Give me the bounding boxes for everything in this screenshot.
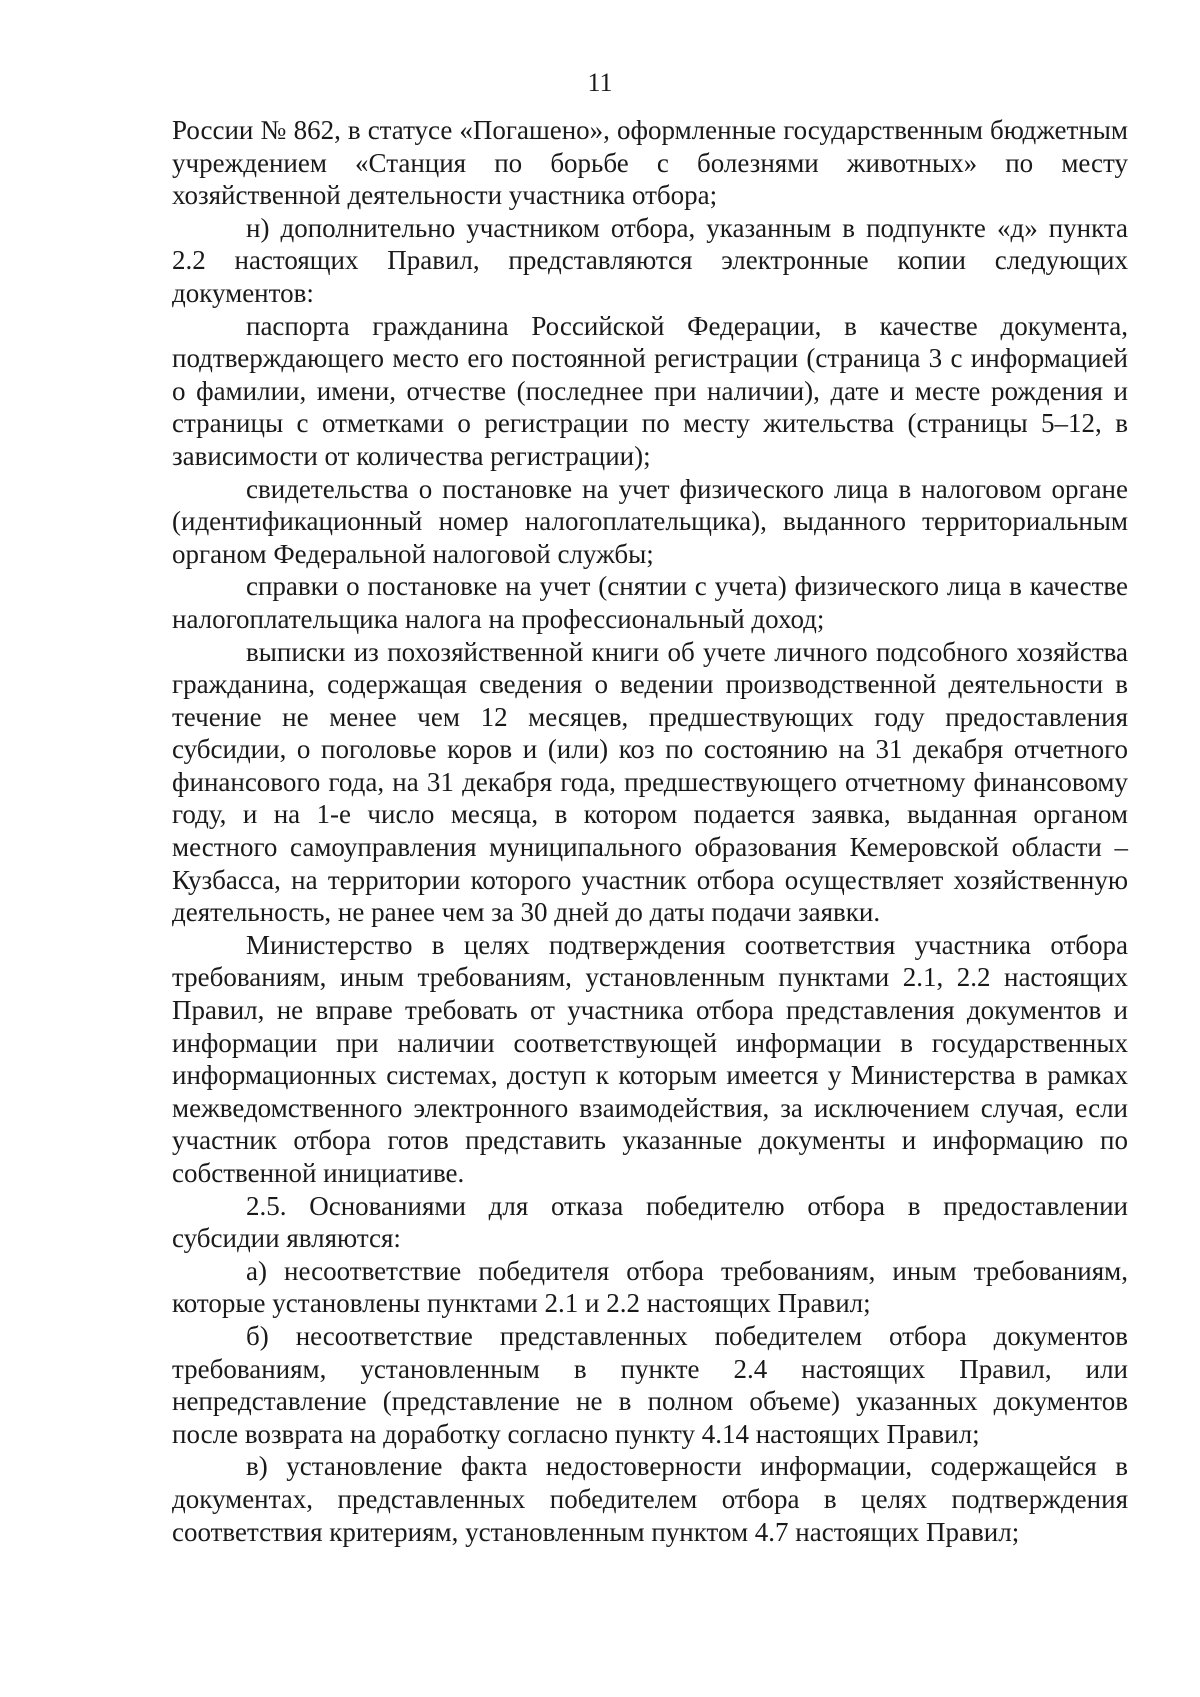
page-number: 11 (587, 68, 613, 97)
paragraph-item-n: н) дополнительно участником отбора, указанным в подпункте «д» пункта 2.2 настоящих Правил, представляются электронные копии следующих документов: (172, 212, 1128, 308)
document-body (172, 114, 1128, 1548)
paragraph-passport: паспорта гражданина Российской Федерации, в качестве документа, подтверждающего место его постоянной регистрации (страница 3 с информацией о фамилии, имени, отчестве (последнее при наличии), дате и месте рождения и страницы с отметками о регистрации по месту жительства (страницы 5–12, в зависимости от количества регистрации); (172, 310, 1128, 471)
paragraph-section-2-5: 2.5. Основаниями для отказа победителю отбора в предоставлении субсидии являются: (172, 1190, 1128, 1254)
paragraph-ministry-requirements: Министерство в целях подтверждения соответствия участника отбора требованиям, иным требованиям, установленным пунктами 2.1, 2.2 настоящих Правил, не вправе требовать от участника отбора представления документов и информации при наличии соответствующей информации в государственных информационных системах, доступ к которым имеется у Министерства в рамках межведомственного электронного взаимодействия, за исключением случая, если участник отбора готов представить указанные документы и информацию по собственной инициативе. (172, 929, 1128, 1188)
paragraph-item-v: в) установление факта недостоверности информации, содержащейся в документах, представленных победителем отбора в целях подтверждения соответствия критериям, установленным пунктом 4.7 настоящих Правил; (172, 1451, 1128, 1547)
paragraph-continuation: России № 862, в статусе «Погашено», оформленные государственным бюджетным учреждением «Станция по борьбе с болезнями животных» по месту хозяйственной деятельности участника отбора; (172, 115, 1128, 211)
paragraph-tax-certificate: свидетельства о постановке на учет физического лица в налоговом органе (идентификационный номер налогоплательщика), выданного территориальным органом Федеральной налоговой службы; (172, 473, 1128, 569)
paragraph-item-a: а) несоответствие победителя отбора требованиям, иным требованиям, которые установлены пунктами 2.1 и 2.2 настоящих Правил; (172, 1255, 1128, 1319)
paragraph-self-employed-certificate: справки о постановке на учет (снятии с учета) физического лица в качестве налогоплательщика налога на профессиональный доход; (172, 571, 1128, 634)
paragraph-item-b: б) несоответствие представленных победителем отбора документов требованиям, установленным в пункте 2.4 настоящих Правил, или непредставление (представление не в полном объеме) указанных документов после возврата на доработку согласно пункту 4.14 настоящих Правил; (172, 1320, 1128, 1449)
paragraph-household-book-extract: выписки из похозяйственной книги об учете личного подсобного хозяйства гражданина, содержащая сведения о ведении производственной деятельности в течение не менее чем 12 месяцев, предшествующих году предоставления субсидии, о поголовье коров и (или) коз по состоянию на 31 декабря отчетного финансового года, на 31 декабря года, предшествующего отчетному финансовому году, и на 1-е число месяца, в котором подается заявка, выданная органом местного самоуправления муниципального образования Кемеровской области – Кузбасса, на территории которого участник отбора осуществляет хозяйственную деятельность, не ранее чем за 30 дней до даты подачи заявки. (172, 636, 1128, 928)
